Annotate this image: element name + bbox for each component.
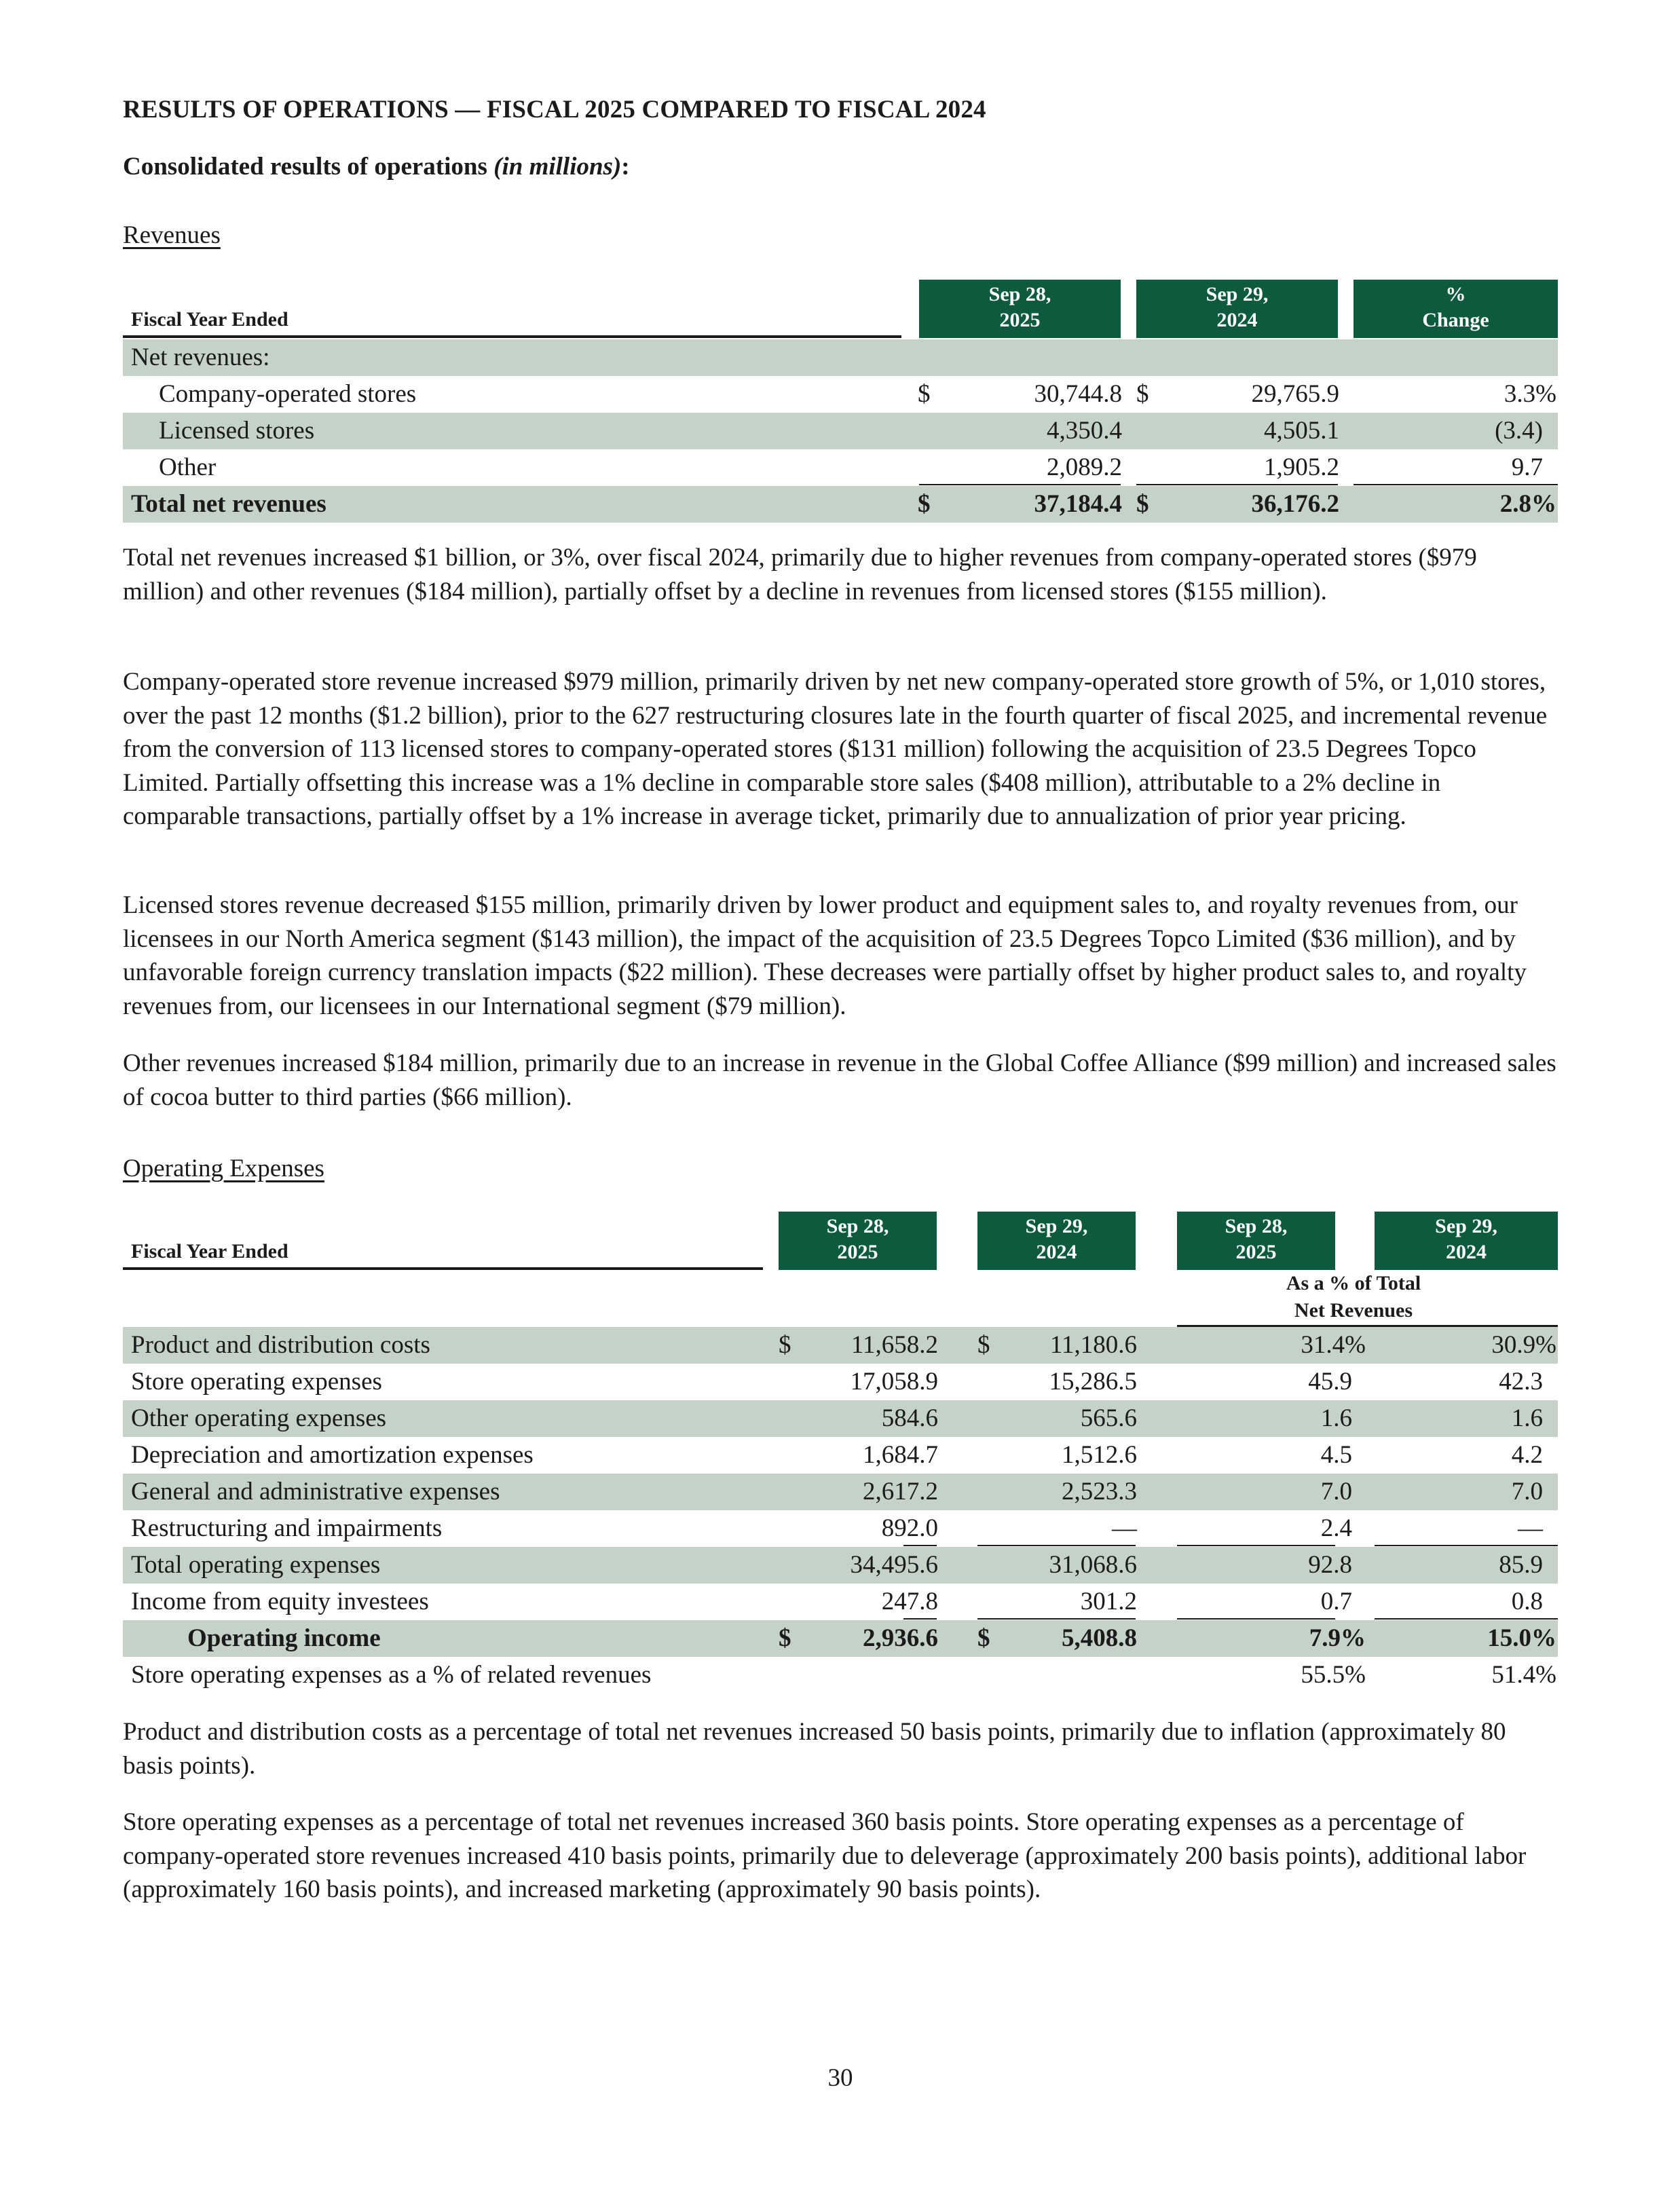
- header-rule: [123, 1267, 763, 1270]
- paragraph: Company-operated store revenue increased $979 million, primarily driven by net new company-operated store growth of 5%, or 1,010 stores, over the past 12 months ($1.2 billion), prior to the 627 restructuring closures late in the fourth quarter of fiscal 2025, and incremental revenue from the conversion of 113 licensed stores to company-operated stores ($131 million) following the acquisition of 23.5 Degrees Topco Limited. Partially offsetting this increase was a 1% decline in comparable store sales ($408 million), attributable to a 2% decline in comparable transactions, partially offset by a 1% increase in average ticket, primarily due to annualization of prior year pricing.: [123, 668, 1548, 830]
- col-header-2024: Sep 29, 2024: [977, 1212, 1136, 1270]
- opex-section-title: Operating Expenses: [123, 1155, 324, 1182]
- col-header-pct-change: % Change: [1354, 280, 1558, 338]
- subtotal-rule: [1375, 1545, 1558, 1546]
- table-row: Other 2,089.2 1,905.2 9.7: [159, 453, 1543, 481]
- subtotal-rule: [977, 1545, 1136, 1546]
- table-row: Licensed stores 4,350.4 4,505.1 (3.4): [123, 413, 1558, 449]
- table-row: Depreciation and amortization expenses 1,684.7 1,512.6 4.5 4.2: [131, 1441, 1543, 1469]
- col-header-2025: Sep 28, 2025: [919, 280, 1121, 338]
- subtotal-rule: [1375, 1618, 1558, 1620]
- table-row: Income from equity investees 247.8 301.2 0.7 0.8: [131, 1588, 1543, 1615]
- pct-of-revenue-header: As a % of Total Net Revenues: [1286, 1272, 1421, 1322]
- paragraph: Product and distribution costs as a percentage of total net revenues increased 50 basis points, primarily due to inflation (approximately 80 basis points).: [123, 1718, 1506, 1780]
- col-header-pct-2024: Sep 29, 2024: [1375, 1212, 1558, 1270]
- subtotal-rule: [1177, 1545, 1335, 1546]
- subtotal-rule: [977, 1618, 1136, 1620]
- table-row: General and administrative expenses 2,617.2 2,523.3 7.0 7.0: [123, 1474, 1558, 1510]
- table-row: Restructuring and impairments 892.0 — 2.4 —: [131, 1514, 1543, 1542]
- table-row: Total operating expenses 34,495.6 31,068.6 92.8 85.9: [123, 1547, 1558, 1584]
- header-rule: [123, 335, 901, 338]
- subtotal-rule: [1177, 1618, 1335, 1620]
- revenues-section-title: Revenues: [123, 221, 221, 249]
- caption-main: Consolidated results of operations: [123, 153, 487, 181]
- col-header-2025: Sep 28, 2025: [779, 1212, 937, 1270]
- fiscal-year-label: Fiscal Year Ended: [131, 308, 288, 331]
- subtotal-rule: [919, 484, 1121, 485]
- table-row: Company-operated stores $ 30,744.8 $ 29,765.9 3.3%: [159, 380, 1556, 408]
- caption-units: (in millions): [493, 153, 622, 181]
- paragraph: Other revenues increased $184 million, primarily due to an increase in revenue in the Global Coffee Alliance ($99 million) and increased sales of cocoa butter to third parties ($66 million).: [123, 1049, 1556, 1111]
- subtotal-rule: [1136, 484, 1338, 485]
- page-number: 30: [827, 2064, 853, 2092]
- table-row: Product and distribution costs $ 11,658.2 $ 11,180.6 31.4% 30.9%: [123, 1327, 1558, 1364]
- table-caption: [123, 152, 630, 181]
- table-row: Store operating expenses as a % of related revenues 55.5% 51.4%: [131, 1661, 1556, 1689]
- fiscal-year-label: Fiscal Year Ended: [131, 1240, 288, 1262]
- operating-income-row: Operating income $ 2,936.6 $ 5,408.8 7.9% 15.0%: [123, 1620, 1558, 1657]
- net-revenues-label-row: Net revenues:: [123, 339, 1558, 376]
- paragraph: Total net revenues increased $1 billion, or 3%, over fiscal 2024, primarily due to higher revenues from company-operated stores ($979 million) and other revenues ($184 million), partially offset by a decline in revenues from licensed stores ($155 million).: [123, 544, 1477, 605]
- paragraph: Licensed stores revenue decreased $155 million, primarily driven by lower product and equipment sales to, and royalty revenues from, our licensees in our North America segment ($143 million), the impact of the acquisition of 23.5 Degrees Topco Limited ($36 million), and by unfavorable foreign currency translation impacts ($22 million). These decreases were partially offset by higher product sales to, and royalty revenues from, our licensees in our International segment ($79 million).: [123, 891, 1527, 1020]
- table-row: Store operating expenses 17,058.9 15,286.5 45.9 42.3: [131, 1368, 1543, 1396]
- paragraph: Store operating expenses as a percentage of total net revenues increased 360 basis points. Store operating expenses as a percentage of company-operated store revenues increased 410 basis points, primarily due to deleverage (approximately 200 basis points), additional labor (approximately 160 basis points), and increased marketing (approximately 90 basis points).: [123, 1808, 1527, 1903]
- col-header-2024: Sep 29, 2024: [1136, 280, 1338, 338]
- subtotal-rule: [903, 1618, 937, 1620]
- total-row: Total net revenues $ 37,184.4 $ 36,176.2 2.8%: [123, 486, 1558, 523]
- caption-suffix: :: [621, 153, 630, 181]
- section-heading: RESULTS OF OPERATIONS — FISCAL 2025 COMPARED TO FISCAL 2024: [123, 96, 986, 124]
- subtotal-rule: [903, 1545, 937, 1546]
- subtotal-rule: [1354, 484, 1558, 485]
- table-row: Other operating expenses 584.6 565.6 1.6 1.6: [123, 1400, 1558, 1437]
- col-header-pct-2025: Sep 28, 2025: [1177, 1212, 1335, 1270]
